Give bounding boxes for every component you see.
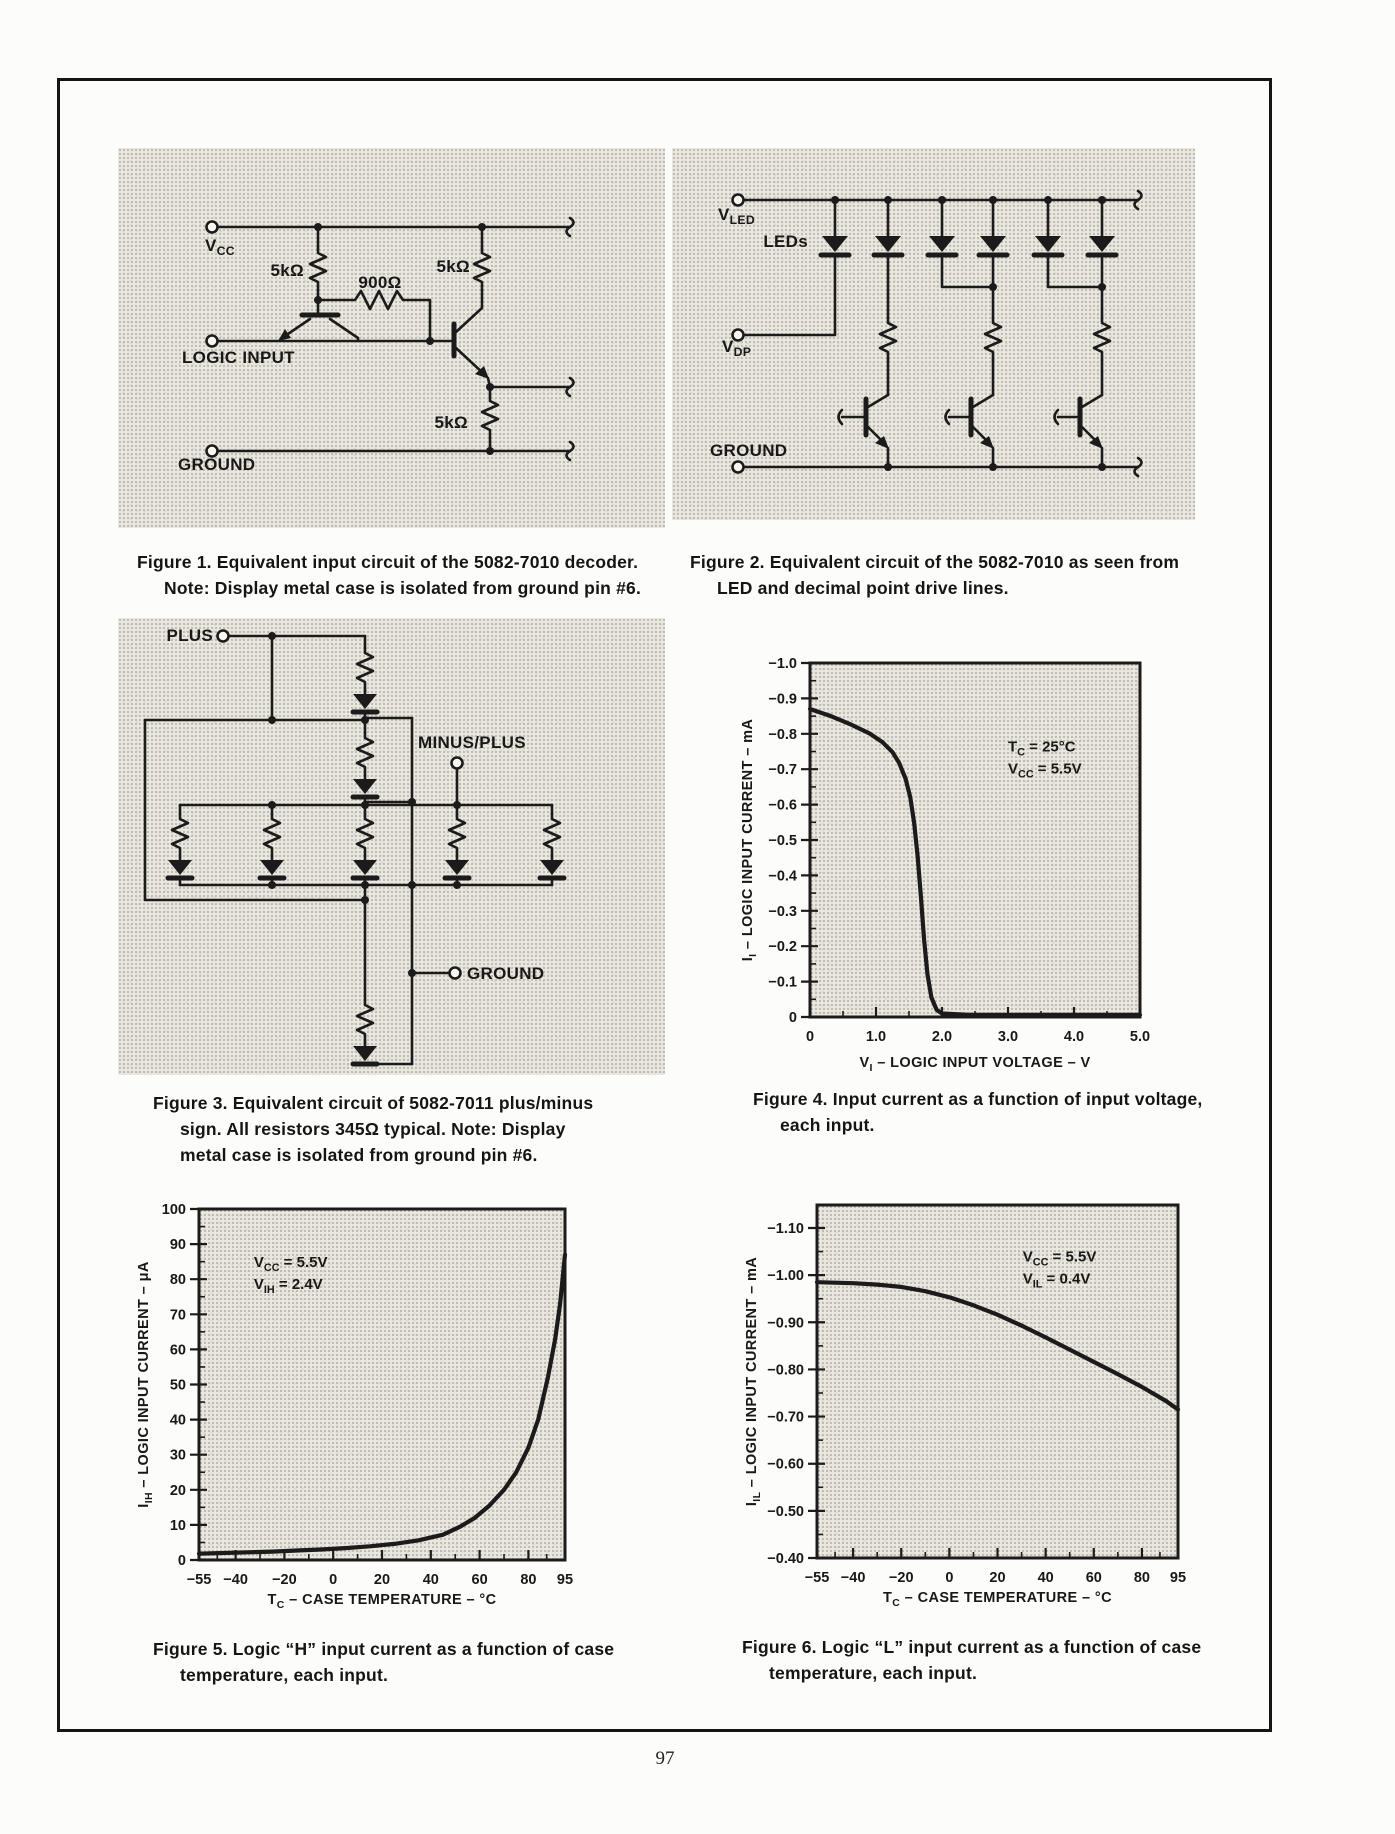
vcc-label: $V_{CC}$ [205,236,235,258]
led-array [821,200,1116,255]
svg-text:VCC = 5.5V: $V_{CC} = 5.5V$ [253,1253,328,1274]
figure3-panel [118,618,665,1075]
figure2-caption [690,549,1179,601]
figure1-caption [137,549,641,601]
figure3-caption [153,1090,593,1168]
caption-line: Note: Display metal case is isolated from ground pin #6. [164,578,642,598]
svg-text:40: 40 [1037,1570,1054,1586]
svg-text:VIH = 2.4V: $V_{IH} = 2.4V$ [253,1275,323,1296]
segment-branches [168,805,564,885]
svg-text:4.0: 4.0 [1063,1029,1085,1045]
svg-text:−20: −20 [888,1570,914,1586]
svg-text:−0.90: −0.90 [767,1315,804,1332]
figure6-caption [742,1634,1201,1686]
svg-text:30: 30 [169,1447,186,1464]
svg-text:0: 0 [329,1572,338,1588]
svg-text:VI – LOGIC INPUT VOLTAGE – V: $V_I$ – LOGIC INPUT VOLTAGE – V [859,1055,1091,1074]
figure5-chart [130,1190,650,1630]
figure5-caption [153,1636,614,1688]
svg-text:80: 80 [1133,1570,1150,1586]
ground-label: GROUND [710,441,788,460]
resistor-5k-bottom-label: 5kΩ [434,413,468,432]
vled-label: $V_{LED}$ [718,205,756,227]
svg-text:−0.1: −0.1 [768,974,797,991]
svg-text:60: 60 [1085,1570,1102,1586]
caption-line: Figure 4. Input current as a function of input voltage, [753,1089,1203,1109]
svg-text:−40: −40 [840,1570,866,1586]
svg-text:40: 40 [422,1572,439,1588]
svg-text:TC – CASE TEMPERATURE – °C: $T_C$ – CASE TEMPERATURE – °C [267,1592,497,1611]
caption-line: sign. All resistors 345Ω typical. Note: Display [180,1119,566,1139]
svg-text:3.0: 3.0 [997,1029,1019,1045]
page-number: 97 [655,1748,675,1769]
svg-text:95: 95 [556,1572,574,1588]
svg-text:5.0: 5.0 [1129,1029,1151,1045]
figure4-plot [640,630,1200,1090]
figure3-schematic [118,618,665,1075]
caption-line: Figure 1. Equivalent input circuit of the 5082-7010 decoder. [137,552,639,572]
svg-text:20: 20 [169,1482,186,1499]
figure1-panel [118,148,665,528]
svg-text:−0.60: −0.60 [767,1456,804,1473]
caption-line: LED and decimal point drive lines. [717,578,1009,598]
svg-text:40: 40 [169,1412,186,1429]
svg-text:−0.40: −0.40 [767,1551,804,1567]
svg-text:−55: −55 [186,1572,212,1588]
svg-text:−55: −55 [804,1570,830,1586]
figure1-schematic [118,148,665,528]
svg-text:−1.0: −1.0 [768,656,797,672]
logic-input-label: LOGIC INPUT [182,348,295,367]
svg-text:−0.5: −0.5 [768,833,797,849]
svg-text:50: 50 [169,1377,186,1394]
svg-text:2.0: 2.0 [931,1029,953,1045]
svg-text:II – LOGIC INPUT CURRENT – mA: $I_I$ – LOGIC INPUT CURRENT – mA [740,718,759,962]
caption-line: temperature, each input. [769,1663,978,1683]
svg-text:TC = 25°C: $T_C = 25^\circ C$ [1008,738,1076,759]
resistor-5k-right-label: 5kΩ [436,257,470,276]
ground-label: GROUND [178,455,256,474]
svg-text:−40: −40 [223,1572,248,1588]
svg-text:VIL = 0.4V: $V_{IL} = 0.4V$ [1022,1270,1091,1291]
svg-text:100: 100 [161,1202,186,1218]
caption-line: metal case is isolated from ground pin #6. [180,1145,538,1165]
svg-text:−1.00: −1.00 [767,1268,804,1285]
svg-text:IIH – LOGIC INPUT CURRENT – μA: $I_{IH}$ – LOGIC INPUT CURRENT – μA [136,1261,155,1508]
caption-line: Figure 3. Equivalent circuit of 5082-7011 plus/minus [153,1093,594,1113]
resistor-5k-left-label: 5kΩ [270,261,304,280]
caption-line: Figure 6. Logic “L” input current as a function of case [742,1637,1202,1657]
plus-label: PLUS [166,626,213,645]
caption-line: each input. [780,1115,875,1135]
svg-text:−0.50: −0.50 [767,1503,804,1520]
svg-text:−0.4: −0.4 [768,868,797,885]
svg-text:−0.80: −0.80 [767,1362,804,1379]
figure4-caption [753,1086,1203,1138]
svg-text:VCC = 5.5V: $V_{CC} = 5.5V$ [1022,1248,1097,1269]
figure2-panel [672,148,1195,520]
svg-text:0: 0 [945,1570,954,1586]
svg-text:VCC = 5.5V: $V_{CC} = 5.5V$ [1008,760,1082,781]
resistor-900-label: 900Ω [358,273,402,292]
figure6-plot [640,1190,1200,1630]
svg-text:−0.3: −0.3 [768,903,797,920]
svg-text:TC – CASE TEMPERATURE – °C: $T_C$ – CASE TEMPERATURE – °C [883,1590,1112,1609]
svg-text:−0.8: −0.8 [768,726,797,743]
svg-text:−0.70: −0.70 [767,1409,804,1426]
svg-text:95: 95 [1169,1570,1187,1586]
caption-line: temperature, each input. [180,1665,389,1685]
figure6-chart [640,1190,1200,1630]
vdp-label: $V_{DP}$ [722,337,752,359]
svg-text:20: 20 [373,1572,391,1588]
svg-text:60: 60 [471,1572,488,1588]
svg-text:60: 60 [169,1342,186,1359]
svg-text:0: 0 [788,1010,797,1026]
svg-text:0: 0 [177,1553,186,1569]
leds-label: LEDs [763,232,808,251]
caption-line: Figure 2. Equivalent circuit of the 5082-7010 as seen from [690,552,1180,572]
figure2-schematic [672,148,1195,520]
svg-text:80: 80 [520,1572,537,1588]
svg-text:−1.10: −1.10 [767,1221,804,1237]
svg-text:0: 0 [805,1029,815,1045]
svg-text:−0.7: −0.7 [768,762,797,779]
svg-text:20: 20 [989,1570,1006,1586]
svg-text:IIL – LOGIC INPUT CURRENT – mA: $I_{IL}$ – LOGIC INPUT CURRENT – mA [744,1256,763,1507]
svg-text:1.0: 1.0 [865,1029,887,1045]
svg-text:−20: −20 [272,1572,297,1588]
fig1-circuit [207,218,574,460]
fig3-circuit [145,631,564,1065]
minus-plus-label: MINUS/PLUS [418,733,526,752]
figure4-chart [640,630,1200,1090]
svg-text:−0.2: −0.2 [768,939,797,956]
svg-text:10: 10 [169,1517,186,1534]
svg-text:−0.9: −0.9 [768,691,797,708]
ground-label: GROUND [467,964,545,983]
svg-text:90: 90 [169,1237,186,1254]
svg-text:−0.6: −0.6 [768,797,797,814]
figure5-plot [130,1190,650,1630]
caption-line: Figure 5. Logic “H” input current as a function of case [153,1639,615,1659]
svg-text:70: 70 [169,1307,186,1324]
svg-text:80: 80 [169,1272,186,1289]
